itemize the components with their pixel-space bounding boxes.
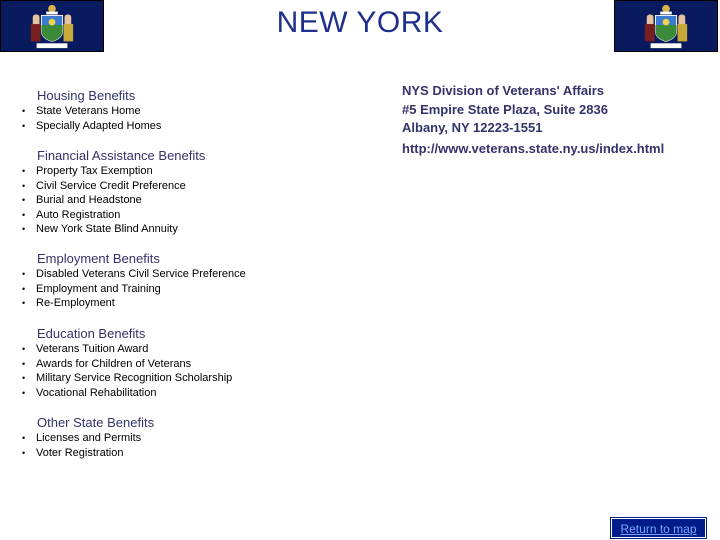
list-item: • State Veterans Home xyxy=(0,104,380,119)
financial-assistance-section xyxy=(0,148,380,237)
benefit-list xyxy=(0,342,380,400)
list-item: • Employment and Training xyxy=(0,282,380,297)
education-benefits-section xyxy=(0,326,380,400)
employment-benefits-section xyxy=(0,251,380,311)
benefit-list xyxy=(0,431,380,460)
list-item: • Burial and Headstone xyxy=(0,193,380,208)
section-heading: Employment Benefits xyxy=(37,251,160,266)
list-item: • Awards for Children of Veterans xyxy=(0,357,380,372)
office-address-line2: Albany, NY 12223-1551 xyxy=(402,120,543,135)
list-item: • Auto Registration xyxy=(0,208,380,223)
section-heading: Education Benefits xyxy=(37,326,146,341)
housing-benefits-section xyxy=(0,88,380,133)
list-item: • Disabled Veterans Civil Service Preference xyxy=(0,267,380,282)
list-item: • Voter Registration xyxy=(0,446,380,461)
section-heading: Financial Assistance Benefits xyxy=(37,148,206,163)
benefit-list xyxy=(0,104,380,133)
office-name: NYS Division of Veterans' Affairs xyxy=(402,83,605,98)
benefit-list xyxy=(0,164,380,237)
list-item: • Property Tax Exemption xyxy=(0,164,380,179)
page-title: NEW YORK xyxy=(276,6,444,39)
return-to-map-button[interactable]: Return to map xyxy=(611,518,706,538)
office-url-link[interactable]: http://www.veterans.state.ny.us/index.html xyxy=(402,141,665,156)
list-item: • Specially Adapted Homes xyxy=(0,119,380,134)
office-contact-block xyxy=(402,82,702,138)
list-item: • Civil Service Credit Preference xyxy=(0,179,380,194)
list-item: • New York State Blind Annuity xyxy=(0,222,380,237)
office-address-line1: #5 Empire State Plaza, Suite 2836 xyxy=(402,101,608,117)
section-heading: Other State Benefits xyxy=(37,415,155,430)
list-item: • Military Service Recognition Scholarship xyxy=(0,371,380,386)
benefit-list xyxy=(0,267,380,311)
list-item: • Veterans Tuition Award xyxy=(0,342,380,357)
other-state-benefits-section xyxy=(0,415,380,460)
list-item: • Vocational Rehabilitation xyxy=(0,386,380,401)
list-item: • Licenses and Permits xyxy=(0,431,380,446)
list-item: • Re-Employment xyxy=(0,296,380,311)
section-heading: Housing Benefits xyxy=(37,88,136,103)
